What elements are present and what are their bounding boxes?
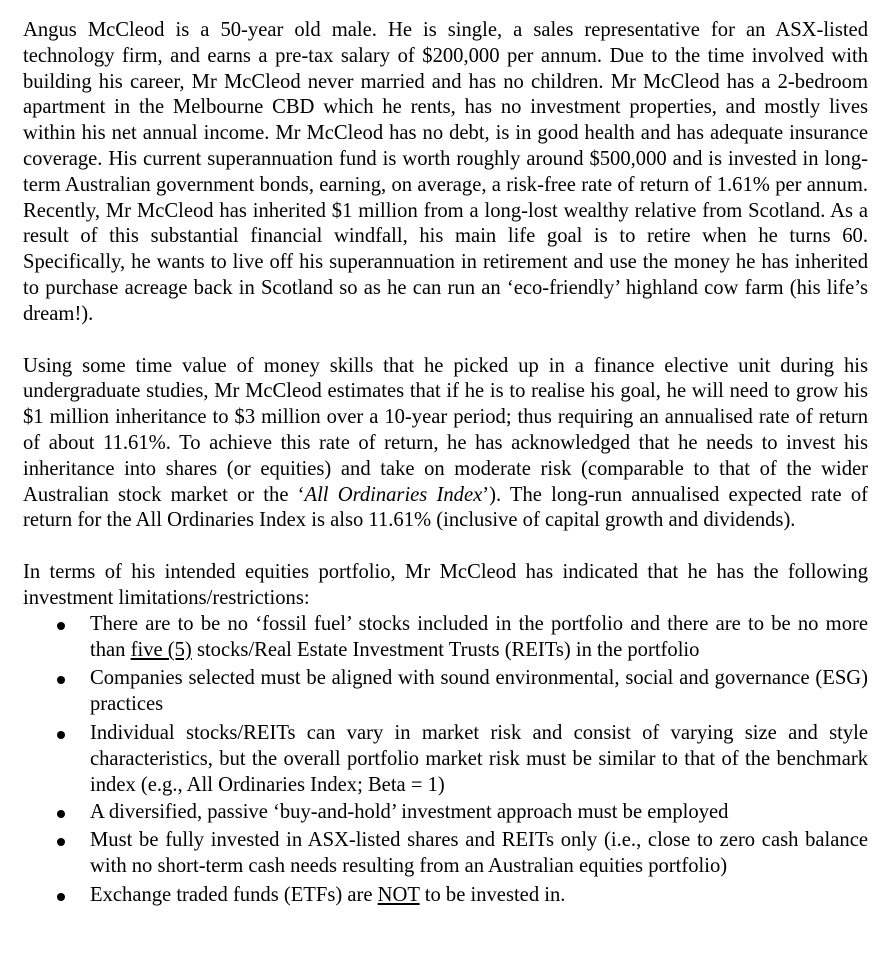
all-ordinaries-index-term: All Ordinaries Index — [304, 483, 483, 506]
restrictions-list — [23, 612, 868, 909]
client-profile-paragraph: Angus McCleod is a 50-year old male. He is single, a sales representative for an ASX-listed technology firm, and earns a pre-tax salary of $200,000 per annum. Due to the time involved with building his career, Mr McCleod never married and has no children. Mr McCleod has a 2-bedroom apartment in the Melbourne CBD which he rents, has no investment properties, and mostly lives within his net annual income. Mr McCleod has no debt, is in good health and has adequate insurance coverage. His current superannuation fund is worth roughly around $500,000 and is invested in long-term Australian government bonds, earning, on average, a risk-free rate of return of 1.61% per annum. Recently, Mr McCleod has inherited $1 million from a long-lost wealthy relative from Scotland. As a result of this substantial financial windfall, his main life goal is to retire when he turns 60. Specifically, he wants to live off his superannuation in retirement and use the money he has inherited to purchase acreage back in Scotland so as he can run an ‘eco-friendly’ highland cow farm (his life’s dream!). — [23, 19, 868, 325]
restriction-text: Individual stocks/REITs can vary in market risk and consist of varying size and style characteristics, but the overall portfolio market risk must be similar to that of the benchmark index (e.g., All Ordinaries Index; Beta = 1) — [90, 721, 868, 796]
underlined-not: NOT — [377, 883, 420, 906]
restriction-text: Exchange traded funds (ETFs) are — [90, 883, 378, 906]
underlined-count: five (5) — [130, 638, 192, 661]
restriction-text: There are to be no ‘fossil fuel’ stocks included in the portfolio and there are to be no more than — [90, 612, 868, 661]
bullet-icon — [57, 893, 65, 901]
restriction-text: Companies selected must be aligned with sound environmental, social and governance (ESG) practices — [90, 667, 868, 716]
restriction-item — [23, 800, 868, 826]
bullet-icon — [57, 838, 65, 846]
investment-goal-paragraph — [23, 354, 868, 535]
restriction-item — [23, 721, 868, 798]
restriction-item — [23, 612, 868, 664]
bullet-icon — [57, 622, 65, 630]
bullet-icon — [57, 676, 65, 684]
goal-text-end: ’). The long-run annualised expected rate of return for the All Ordinaries Index is also 11.61% (inclusive of capital growth and dividends). — [23, 483, 869, 532]
restriction-item — [23, 828, 868, 880]
goal-text-start: Using some time value of money skills that he picked up in a finance elective unit during his undergraduate studies, Mr McCleod estimates that if he is to realise his goal, he will need to grow his $1 million inheritance to $3 million over a 10-year period; thus requiring an annualised rate of return of about 11.61%. To achieve this rate of return, he has acknowledged that he needs to invest his inheritance into shares (or equities) and take on moderate risk (comparable to that of the wider Australian stock market or the ‘ — [23, 354, 868, 506]
restriction-text: A diversified, passive ‘buy-and-hold’ investment approach must be employed — [90, 801, 729, 824]
bullet-icon — [57, 731, 65, 739]
restriction-text: Must be fully invested in ASX-listed shares and REITs only (i.e., close to zero cash balance with no short-term cash needs resulting from an Australian equities portfolio) — [90, 829, 868, 877]
bullet-icon — [57, 810, 65, 818]
restriction-text: to be invested in. — [419, 883, 566, 906]
restriction-item — [23, 666, 868, 718]
restriction-item — [23, 883, 868, 909]
restrictions-intro-paragraph: In terms of his intended equities portfolio, Mr McCleod has indicated that he has the following investment limitations/restrictions: — [23, 561, 868, 609]
restriction-text: stocks/Real Estate Investment Trusts (REITs) in the portfolio — [191, 638, 700, 661]
